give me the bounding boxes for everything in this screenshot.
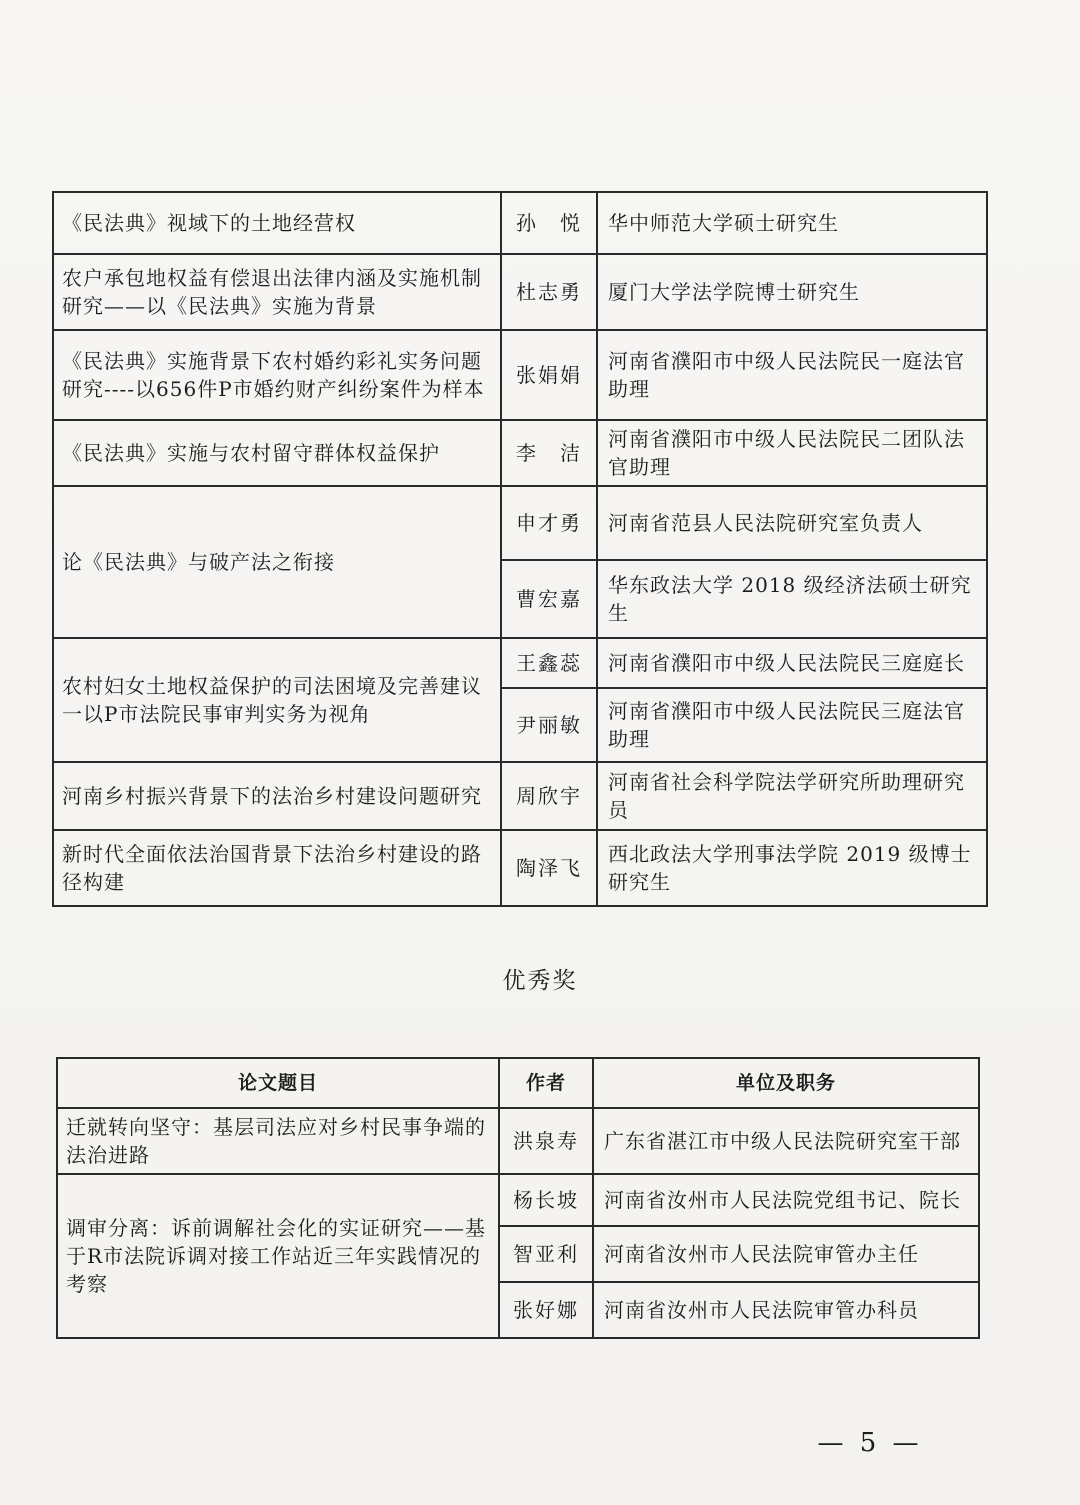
author-unit: 西北政法大学刑事法学院 2019 级博士研究生 [597, 830, 987, 906]
table-row [53, 254, 987, 330]
author-unit: 河南省汝州市人民法院审管办主任 [593, 1226, 979, 1282]
author-name: 张好娜 [499, 1282, 593, 1338]
paper-title: 论《民法典》与破产法之衔接 [53, 486, 501, 638]
author-name: 曹宏嘉 [501, 560, 597, 638]
author-unit: 华中师范大学硕士研究生 [597, 192, 987, 254]
table-row [53, 330, 987, 420]
author-name: 杜志勇 [501, 254, 597, 330]
author-name: 杨长坡 [499, 1174, 593, 1226]
author-unit: 河南省濮阳市中级人民法院民二团队法官助理 [597, 420, 987, 486]
author-name: 张娟娟 [501, 330, 597, 420]
paper-title: 调审分离：诉前调解社会化的实证研究——基于R市法院诉调对接工作站近三年实践情况的考察 [57, 1174, 499, 1338]
author-unit: 河南省范县人民法院研究室负责人 [597, 486, 987, 560]
paper-title: 新时代全面依法治国背景下法治乡村建设的路径构建 [53, 830, 501, 906]
author-unit: 华东政法大学 2018 级经济法硕士研究生 [597, 560, 987, 638]
author-name: 李 洁 [501, 420, 597, 486]
author-unit: 广东省湛江市中级人民法院研究室干部 [593, 1108, 979, 1174]
paper-title: 河南乡村振兴背景下的法治乡村建设问题研究 [53, 762, 501, 830]
paper-title: 农户承包地权益有偿退出法律内涵及实施机制研究——以《民法典》实施为背景 [53, 254, 501, 330]
table-row [53, 638, 987, 688]
author-unit: 厦门大学法学院博士研究生 [597, 254, 987, 330]
author-name: 王鑫蕊 [501, 638, 597, 688]
paper-title: 《民法典》实施背景下农村婚约彩礼实务问题研究----以656件P市婚约财产纠纷案件为样本 [53, 330, 501, 420]
table-row [53, 420, 987, 486]
award-table-continued [52, 191, 988, 907]
table-row [53, 192, 987, 254]
table-row [57, 1174, 979, 1226]
table-row [53, 830, 987, 906]
paper-title: 《民法典》视域下的土地经营权 [53, 192, 501, 254]
table-header-row [57, 1058, 979, 1108]
author-unit: 河南省社会科学院法学研究所助理研究员 [597, 762, 987, 830]
author-unit: 河南省汝州市人民法院审管办科员 [593, 1282, 979, 1338]
author-name: 陶泽飞 [501, 830, 597, 906]
author-name: 周欣宇 [501, 762, 597, 830]
section-title: 优秀奖 [502, 968, 578, 994]
author-unit: 河南省濮阳市中级人民法院民一庭法官助理 [597, 330, 987, 420]
author-name: 洪泉寿 [499, 1108, 593, 1174]
author-unit: 河南省汝州市人民法院党组书记、院长 [593, 1174, 979, 1226]
paper-title: 农村妇女土地权益保护的司法困境及完善建议一以P市法院民事审判实务为视角 [53, 638, 501, 762]
author-name: 尹丽敏 [501, 688, 597, 762]
page-number: — 5 — [817, 1428, 923, 1458]
paper-title: 迁就转向坚守：基层司法应对乡村民事争端的法治进路 [57, 1108, 499, 1174]
author-name: 孙 悦 [501, 192, 597, 254]
paper-title: 《民法典》实施与农村留守群体权益保护 [53, 420, 501, 486]
table-row [53, 762, 987, 830]
author-name: 智亚利 [499, 1226, 593, 1282]
author-name: 申才勇 [501, 486, 597, 560]
author-unit: 河南省濮阳市中级人民法院民三庭法官助理 [597, 688, 987, 762]
table-row [53, 486, 987, 560]
author-unit: 河南省濮阳市中级人民法院民三庭庭长 [597, 638, 987, 688]
table-row [57, 1108, 979, 1174]
excellence-award-table [56, 1057, 980, 1339]
column-header-title: 论文题目 [57, 1058, 499, 1108]
column-header-unit: 单位及职务 [593, 1058, 979, 1108]
column-header-author: 作者 [499, 1058, 593, 1108]
